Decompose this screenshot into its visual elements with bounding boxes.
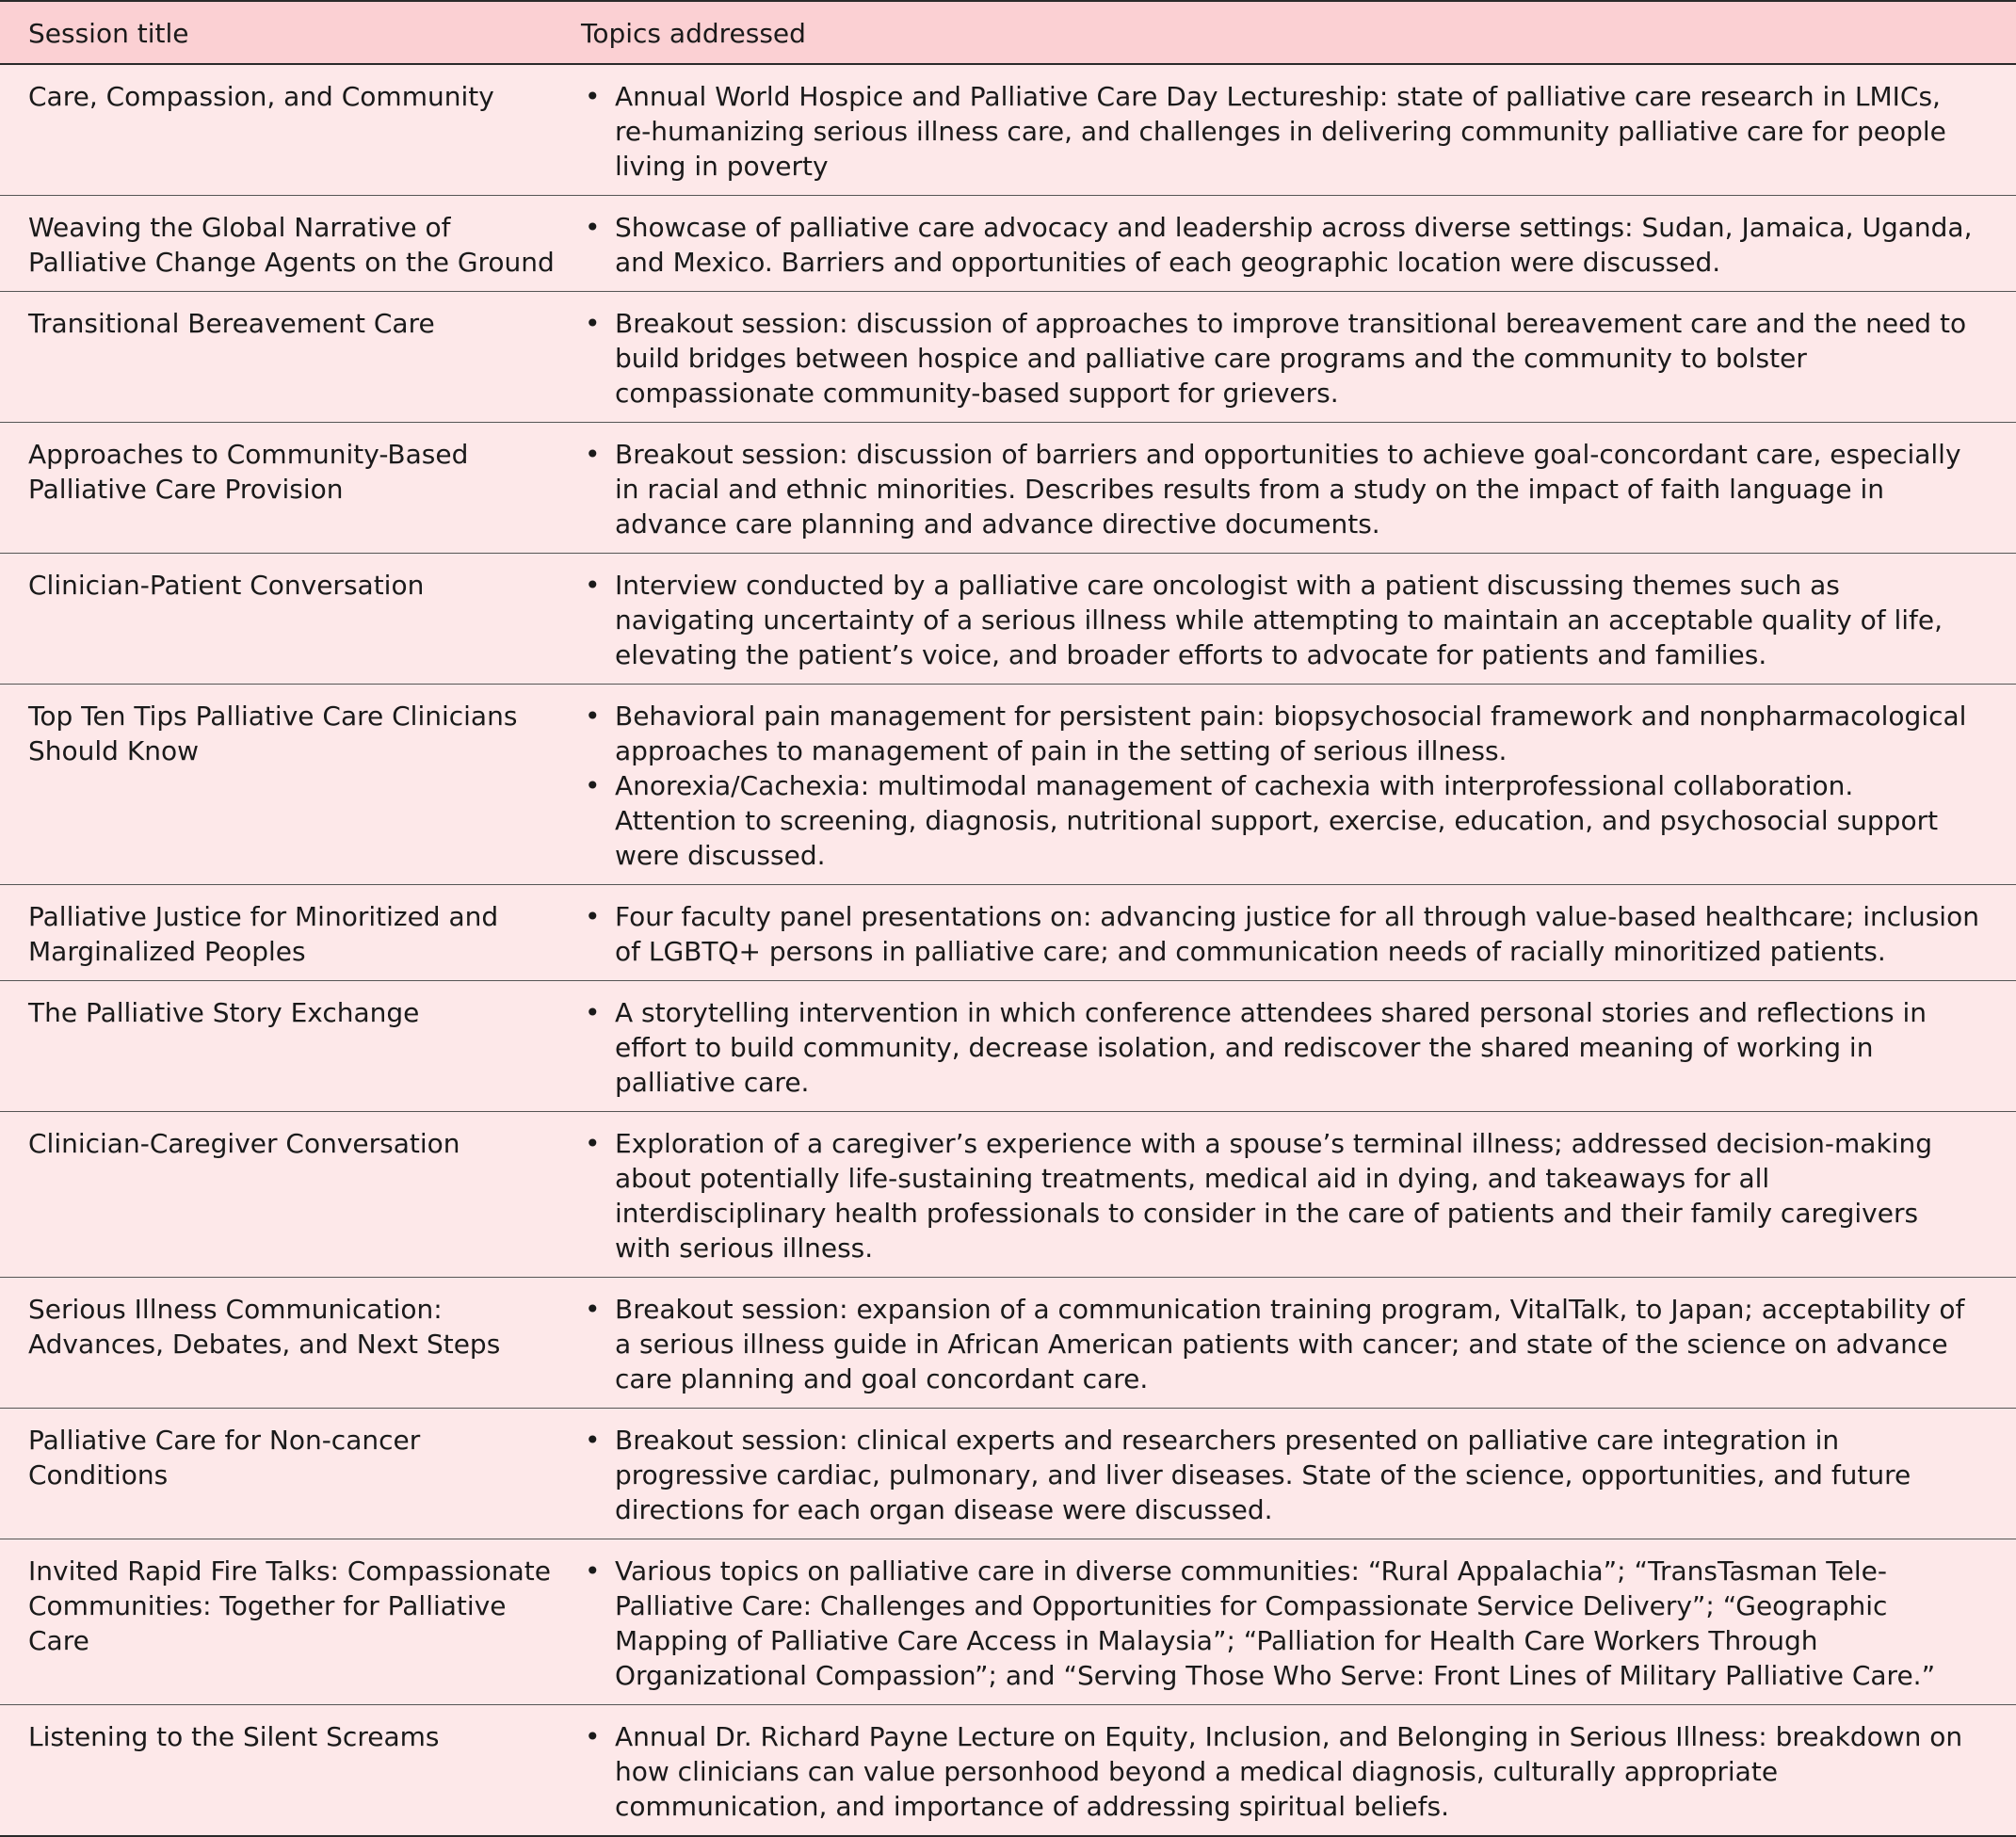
topics-cell [572,1112,2016,1278]
topics-cell [572,1539,2016,1705]
table-row [0,1409,2016,1539]
bullet-icon: • [585,1128,601,1159]
session-title-cell: Approaches to Community-Based Palliative Care Provision [28,439,469,505]
table-row [0,981,2016,1112]
topic-item [581,1126,1982,1265]
bullet-icon: • [585,1425,601,1456]
topic-text: Breakout session: clinical experts and researchers presented on palliative care integration in progressive cardiac, pulmonary, and liver diseases. State of the science, opportunities, and future directions for each organ disease were discussed. [615,1425,1911,1525]
topic-text: Various topics on palliative care in diverse communities: “Rural Appalachia”; “TransTasman Tele-Palliative Care: Challenges and Opportunities for Compassionate Service Delivery”; “Geographic Mapping of Palliative Care Access in Malaysia”; “Palliation for Health Care Workers Through Organizational Compassion”; and “Serving Those Who Serve: Front Lines of Military Palliative Care.” [615,1555,1936,1691]
bullet-icon: • [585,770,601,801]
header-session-title: Session title [28,18,189,49]
bullet-icon: • [585,439,601,470]
topic-item [581,306,1982,411]
table-body [0,64,2016,1836]
topics-list [581,1126,1982,1265]
table-row [0,196,2016,292]
topics-cell [572,1278,2016,1409]
table-row [0,292,2016,423]
topic-item [581,699,1982,768]
topics-list [581,995,1982,1100]
topics-list [581,437,1982,541]
header-topics-addressed: Topics addressed [581,18,806,49]
topics-list [581,699,1982,873]
table-row [0,1112,2016,1278]
topic-item [581,79,1982,184]
topics-cell [572,981,2016,1112]
bullet-icon: • [585,570,601,601]
topic-item [581,437,1982,541]
table-row [0,1705,2016,1837]
topics-cell [572,1705,2016,1837]
topic-text: Interview conducted by a palliative care oncologist with a patient discussing themes such as navigating uncertainty of a serious illness while attempting to maintain an acceptable quality of life, elevating the patient’s voice, and broader efforts to advocate for patients and families. [615,570,1943,670]
topic-item [581,1719,1982,1824]
session-title-cell: Care, Compassion, and Community [28,81,494,112]
table-row [0,64,2016,196]
session-title-cell: The Palliative Story Exchange [28,997,420,1028]
topic-text: Four faculty panel presentations on: advancing justice for all through value-based healthcare; inclusion of LGBTQ+ persons in palliative care; and communication needs of racially minoritized patients. [615,901,1979,967]
session-title-cell: Clinician-Patient Conversation [28,570,425,601]
topics-cell [572,196,2016,292]
bullet-icon: • [585,1721,601,1752]
topic-item [581,210,1982,280]
topic-text: A storytelling intervention in which conference attendees shared personal stories and reflections in effort to build community, decrease isolation, and rediscover the shared meaning of working in palliative care. [615,997,1927,1098]
table-row [0,685,2016,885]
topic-text: Behavioral pain management for persistent pain: biopsychosocial framework and nonpharmacological approaches to management of pain in the setting of serious illness. [615,701,1967,766]
topic-text: Annual World Hospice and Palliative Care Day Lectureship: state of palliative care research in LMICs, re-humanizing serious illness care, and challenges in delivering community palliative care for people living in poverty [615,81,1946,182]
topics-list [581,210,1982,280]
topics-list [581,1423,1982,1527]
bullet-icon: • [585,308,601,339]
topics-cell [572,1409,2016,1539]
session-title-cell: Transitional Bereavement Care [28,308,435,339]
session-title-cell: Invited Rapid Fire Talks: Compassionate Communities: Together for Palliative Care [28,1555,551,1656]
topics-cell [572,292,2016,423]
session-title-cell: Clinician-Caregiver Conversation [28,1128,460,1159]
topic-text: Breakout session: discussion of approaches to improve transitional bereavement care and the need to build bridges between hospice and palliative care programs and the community to bolster compassionate community-based support for grievers. [615,308,1967,409]
topics-cell [572,64,2016,196]
table-header [0,1,2016,64]
bullet-icon: • [585,1555,601,1587]
topic-item [581,768,1982,873]
session-title-cell: Weaving the Global Narrative of Palliative Change Agents on the Ground [28,212,555,278]
topic-item [581,1423,1982,1527]
topic-item [581,1554,1982,1693]
bullet-icon: • [585,81,601,112]
session-title-cell: Palliative Justice for Minoritized and Marginalized Peoples [28,901,499,967]
bullet-icon: • [585,1294,601,1325]
topic-text: Showcase of palliative care advocacy and leadership across diverse settings: Sudan, Jamaica, Uganda, and Mexico. Barriers and opportunities of each geographic location were discussed. [615,212,1973,278]
bullet-icon: • [585,901,601,932]
table-row [0,885,2016,981]
topics-list [581,306,1982,411]
session-title-cell: Listening to the Silent Screams [28,1721,440,1752]
topics-list [581,1554,1982,1693]
topics-cell [572,885,2016,981]
session-title-cell: Top Ten Tips Palliative Care Clinicians Should Know [28,701,518,766]
topic-text: Breakout session: discussion of barriers and opportunities to achieve goal-concordant care, especially in racial and ethnic minorities. Describes results from a study on the impact of faith language in advance care planning and advance directive documents. [615,439,1961,540]
session-title-cell: Palliative Care for Non-cancer Conditions [28,1425,421,1491]
bullet-icon: • [585,997,601,1028]
topics-list [581,79,1982,184]
topics-list [581,1292,1982,1396]
topics-cell [572,685,2016,885]
topic-text: Exploration of a caregiver’s experience with a spouse’s terminal illness; addressed decision-making about potentially life-sustaining treatments, medical aid in dying, and takeaways for all interdisciplinary health professionals to consider in the care of patients and their family caregivers with serious illness. [615,1128,1932,1264]
table-row [0,554,2016,685]
topics-list [581,899,1982,969]
topics-cell [572,423,2016,554]
topic-item [581,995,1982,1100]
topic-item [581,568,1982,672]
table-row [0,1539,2016,1705]
session-title-cell: Serious Illness Communication: Advances, Debates, and Next Steps [28,1294,501,1360]
header-row [0,1,2016,64]
topic-text: Annual Dr. Richard Payne Lecture on Equity, Inclusion, and Belonging in Serious Illness: breakdown on how clinicians can value personhood beyond a medical diagnosis, culturally appropriate communication, and importance of addressing spiritual beliefs. [615,1721,1963,1822]
topics-cell [572,554,2016,685]
topic-item [581,1292,1982,1396]
topic-text: Breakout session: expansion of a communication training program, VitalTalk, to Japan; acceptability of a serious illness guide in African American patients with cancer; and state of the science on advance care planning and goal concordant care. [615,1294,1965,1394]
topic-item [581,899,1982,969]
topics-list [581,568,1982,672]
topic-text: Anorexia/Cachexia: multimodal management of cachexia with interprofessional collaboration. Attention to screening, diagnosis, nutritional support, exercise, education, and psychosocial support were discussed. [615,770,1939,871]
table-row [0,1278,2016,1409]
bullet-icon: • [585,701,601,732]
table-row [0,423,2016,554]
bullet-icon: • [585,212,601,243]
topics-list [581,1719,1982,1824]
